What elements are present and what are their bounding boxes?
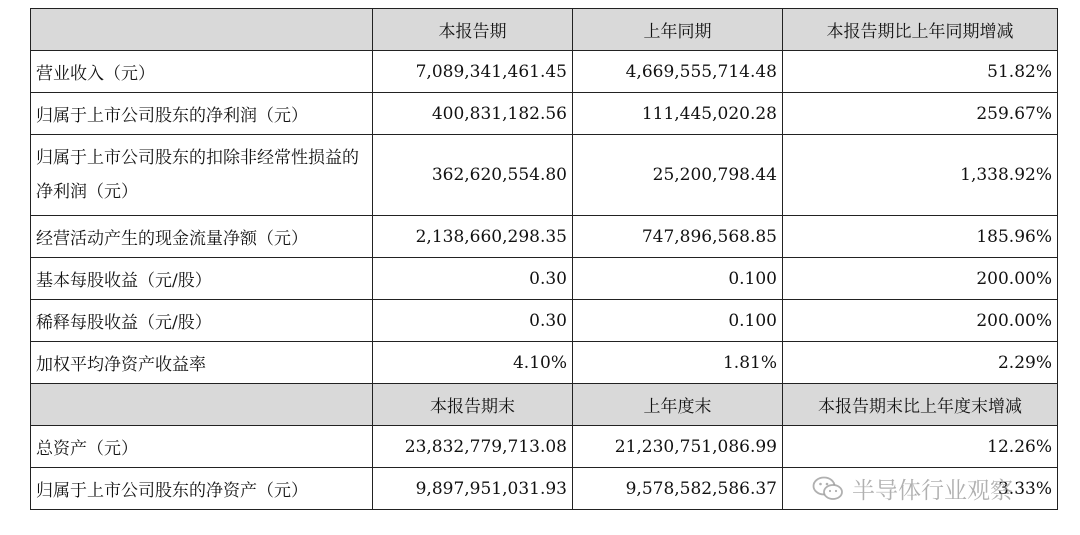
change-value: 3.33% xyxy=(783,468,1058,510)
header-blank-cell xyxy=(31,9,373,51)
prior-value: 0.100 xyxy=(573,258,783,300)
table-row xyxy=(31,300,1058,342)
table-subheader-row xyxy=(31,384,1058,426)
row-label: 稀释每股收益（元/股） xyxy=(31,300,373,342)
watermark-text: 半导体行业观察 xyxy=(852,478,1013,504)
header-change-vs-year-end: 本报告期末比上年度末增减 xyxy=(783,384,1058,426)
table-row xyxy=(31,93,1058,135)
header-current-period-end: 本报告期末 xyxy=(373,384,573,426)
row-label: 归属于上市公司股东的净利润（元） xyxy=(31,93,373,135)
table-row xyxy=(31,135,1058,216)
current-value: 0.30 xyxy=(373,258,573,300)
change-value: 51.82% xyxy=(783,51,1058,93)
prior-value: 1.81% xyxy=(573,342,783,384)
row-label: 总资产（元） xyxy=(31,426,373,468)
header-current-period: 本报告期 xyxy=(373,9,573,51)
change-value: 12.26% xyxy=(783,426,1058,468)
row-label: 基本每股收益（元/股） xyxy=(31,258,373,300)
header-prior-year-end: 上年度末 xyxy=(573,384,783,426)
row-label: 加权平均净资产收益率 xyxy=(31,342,373,384)
prior-value: 21,230,751,086.99 xyxy=(573,426,783,468)
table-row xyxy=(31,468,1058,510)
change-value: 1,338.92% xyxy=(783,135,1058,216)
table-row xyxy=(31,426,1058,468)
current-value: 4.10% xyxy=(373,342,573,384)
table-row xyxy=(31,258,1058,300)
current-value: 400,831,182.56 xyxy=(373,93,573,135)
prior-value: 4,669,555,714.48 xyxy=(573,51,783,93)
change-value: 200.00% xyxy=(783,300,1058,342)
current-value: 23,832,779,713.08 xyxy=(373,426,573,468)
row-label: 营业收入（元） xyxy=(31,51,373,93)
table-header-row xyxy=(31,9,1058,51)
prior-value: 0.100 xyxy=(573,300,783,342)
row-label: 归属于上市公司股东的扣除非经常性损益的净利润（元） xyxy=(31,135,373,216)
prior-value: 111,445,020.28 xyxy=(573,93,783,135)
table-row xyxy=(31,216,1058,258)
prior-value: 25,200,798.44 xyxy=(573,135,783,216)
current-value: 9,897,951,031.93 xyxy=(373,468,573,510)
prior-value: 9,578,582,586.37 xyxy=(573,468,783,510)
current-value: 2,138,660,298.35 xyxy=(373,216,573,258)
table-row xyxy=(31,342,1058,384)
row-label: 经营活动产生的现金流量净额（元） xyxy=(31,216,373,258)
header-change: 本报告期比上年同期增减 xyxy=(783,9,1058,51)
financial-summary-table xyxy=(30,8,1058,510)
prior-value: 747,896,568.85 xyxy=(573,216,783,258)
row-label: 归属于上市公司股东的净资产（元） xyxy=(31,468,373,510)
current-value: 7,089,341,461.45 xyxy=(373,51,573,93)
current-value: 362,620,554.80 xyxy=(373,135,573,216)
change-value: 185.96% xyxy=(783,216,1058,258)
table-row xyxy=(31,51,1058,93)
change-value: 200.00% xyxy=(783,258,1058,300)
current-value: 0.30 xyxy=(373,300,573,342)
header-prior-period: 上年同期 xyxy=(573,9,783,51)
change-value: 259.67% xyxy=(783,93,1058,135)
subheader-blank-cell xyxy=(31,384,373,426)
change-value: 2.29% xyxy=(783,342,1058,384)
